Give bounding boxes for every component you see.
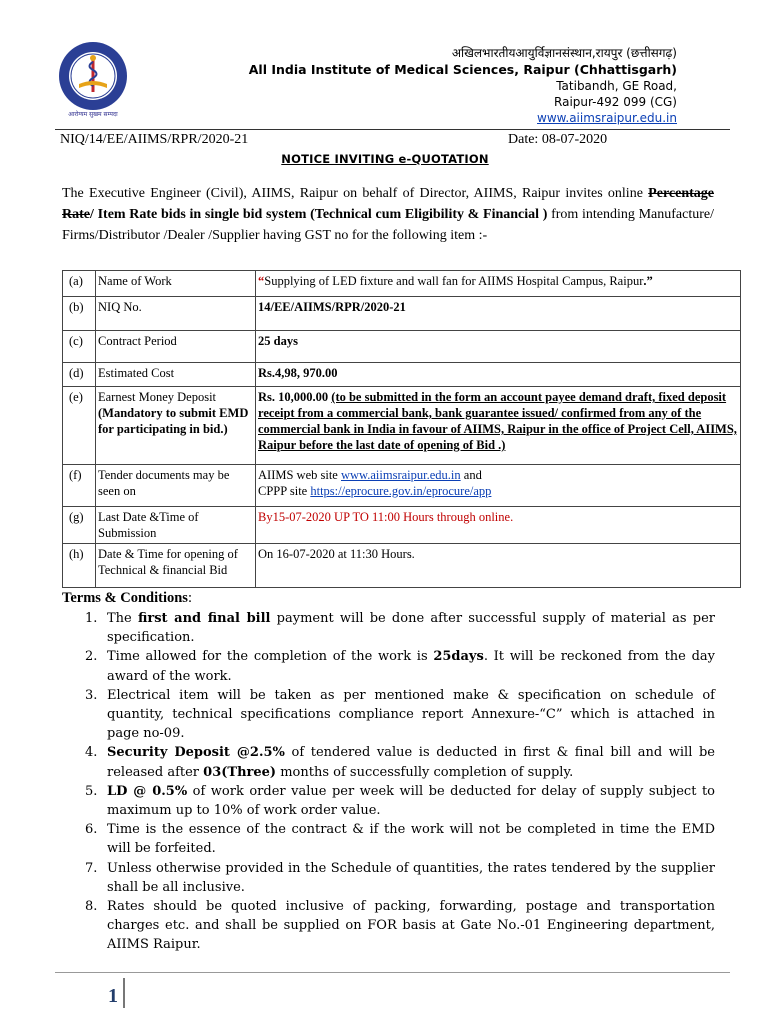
row-name: Name of Work	[96, 271, 256, 297]
item-bold: 25days	[433, 649, 484, 665]
aiims-site-text: AIIMS web site	[258, 468, 341, 482]
intro-text-1: The Executive Engineer (Civil), AIIMS, Raipur on behalf of Director, AIIMS, Raipur invites online	[62, 186, 649, 201]
table-row	[63, 331, 741, 363]
niq-number: NIQ/14/EE/AIIMS/RPR/2020-21	[60, 132, 249, 147]
row-label: (c)	[63, 331, 96, 363]
list-item	[85, 859, 715, 897]
item-number: 5.	[85, 783, 98, 799]
emd-amount: Rs. 10,000.00	[258, 390, 329, 404]
contract-period-value: 25 days	[258, 334, 298, 348]
row-value	[256, 507, 741, 544]
row-label: (g)	[63, 507, 96, 544]
notice-date: Date: 08-07-2020	[508, 132, 608, 147]
list-item	[85, 897, 715, 955]
row-value	[256, 363, 741, 387]
submission-deadline: By15-07-2020 UP TO 11:00 Hours through online.	[258, 510, 514, 524]
logo-motto: आरोग्यम सुखम सम्पदा	[68, 111, 118, 118]
table-row	[63, 544, 741, 588]
list-item	[85, 820, 715, 858]
item-text: payment will be done after successful supply of material as per specification.	[107, 611, 715, 646]
row-value	[256, 465, 741, 507]
intro-bold-text: / Item Rate bids in single bid system (Technical cum Eligibility & Financial )	[90, 207, 548, 222]
aiims-site-link[interactable]: www.aiimsraipur.edu.in	[340, 468, 461, 482]
address-line-1: Tatibandh, GE Road,	[556, 79, 677, 93]
item-number: 7.	[85, 860, 98, 876]
row-name	[96, 387, 256, 465]
item-text: months of successfully completion of supply.	[276, 764, 574, 780]
table-row	[63, 507, 741, 544]
intro-struck-text: Percentage Rate	[62, 186, 714, 222]
terms-heading-colon: :	[187, 590, 192, 606]
item-number: 4.	[85, 745, 98, 761]
website-link[interactable]: www.aiimsraipur.edu.in	[537, 111, 677, 125]
item-number: 2.	[85, 649, 98, 665]
list-item	[85, 782, 715, 820]
terms-list	[85, 609, 715, 955]
item-number: 3.	[85, 687, 98, 703]
cppp-site-text: CPPP site	[258, 484, 311, 498]
cppp-site-link[interactable]: https://eprocure.gov.in/eprocure/app	[310, 484, 492, 498]
footer-divider	[55, 972, 730, 973]
row-value	[256, 331, 741, 363]
quote-close: .”	[643, 274, 653, 288]
address-line-2: Raipur-492 099 (CG)	[554, 95, 677, 109]
item-text: Time is the essence of the contract & if the work will not be completed in time the EMD will be forfeited.	[107, 822, 715, 857]
table-row	[63, 297, 741, 331]
row-value	[256, 271, 741, 297]
notice-title: NOTICE INVITING e-QUOTATION	[281, 152, 489, 166]
emd-instructions: (to be submitted in the form an account payee demand draft, fixed deposit receipt from a commercial bank, bank guarantee issued/ confirmed from any of the commercial bank in India in favour of AIIMS, Raipur in the office of Project Cell, AIIMS, Raipur before the last date of opening of Bid .)	[258, 390, 737, 452]
row-label: (h)	[63, 544, 96, 588]
item-text: Time allowed for the completion of the work is	[107, 649, 434, 665]
item-number: 8.	[85, 899, 98, 915]
row-label: (e)	[63, 387, 96, 465]
row-name: Last Date &Time of Submission	[96, 507, 256, 544]
institute-name-hindi: अखिलभारतीयआयुर्विज्ञानसंस्थान,रायपुर (छत्तीसगढ़)	[451, 46, 677, 60]
list-item	[85, 609, 715, 647]
item-text: The	[107, 611, 138, 626]
opening-datetime: On 16-07-2020 at 11:30 Hours.	[258, 547, 415, 561]
table-row	[63, 363, 741, 387]
niq-value: 14/EE/AIIMS/RPR/2020-21	[258, 300, 406, 314]
item-bold: Security Deposit @2.5%	[107, 745, 285, 761]
list-item	[85, 647, 715, 685]
row-name: Estimated Cost	[96, 363, 256, 387]
item-bold: first and final bill	[137, 611, 271, 626]
header-divider	[55, 129, 730, 130]
item-bold: 03(Three)	[203, 764, 277, 780]
item-text: of tendered value is deducted in first & final bill and will be released after	[107, 745, 715, 780]
row-label: (f)	[63, 465, 96, 507]
estimated-cost-value: Rs.4,98, 970.00	[258, 366, 338, 380]
list-item	[85, 743, 715, 781]
tender-details-table	[62, 270, 741, 588]
item-text: . It will be reckoned from the day award of the work.	[107, 649, 715, 684]
quote-open: “	[258, 274, 265, 288]
emd-mandatory-note: (Mandatory to submit EMD for participating in bid.)	[98, 406, 249, 436]
aiims-logo	[57, 40, 129, 112]
intro-text-2: from intending Manufacture/ Firms/Distributor /Dealer /Supplier having GST no for the following item :-	[62, 207, 714, 243]
row-label: (a)	[63, 271, 96, 297]
terms-heading-text: Terms & Conditions	[62, 590, 188, 606]
row-name: Contract Period	[96, 331, 256, 363]
intro-paragraph	[62, 183, 714, 246]
page-number-bar	[123, 978, 125, 1008]
item-text: Rates should be quoted inclusive of packing, forwarding, postage and transportation charges etc. and shall be supplied on FOR basis at Gate No.-01 Engineering department, AIIMS Raipur.	[107, 899, 715, 953]
row-name: Tender documents may be seen on	[96, 465, 256, 507]
item-text: Electrical item will be taken as per mentioned make & specification on schedule of quantity, technical specifications compliance report Annexure-“C” which is attached in page no-09.	[107, 687, 715, 742]
row-label: (b)	[63, 297, 96, 331]
list-item	[85, 686, 715, 744]
item-number: 6.	[85, 822, 98, 838]
row-value	[256, 544, 741, 588]
emd-label: Earnest Money Deposit	[98, 390, 217, 404]
row-label: (d)	[63, 363, 96, 387]
row-value	[256, 297, 741, 331]
row-name: NIQ No.	[96, 297, 256, 331]
item-number: 1.	[85, 611, 98, 626]
work-name: Supplying of LED fixture and wall fan for AIIMS Hospital Campus, Raipur	[264, 274, 644, 288]
table-row	[63, 387, 741, 465]
item-text: Unless otherwise provided in the Schedule of quantities, the rates tendered by the supplier shall be all inclusive.	[107, 860, 715, 895]
page-number: 1	[108, 985, 118, 1007]
institute-name: All India Institute of Medical Sciences, Raipur (Chhattisgarh)	[248, 62, 677, 77]
terms-heading	[62, 590, 192, 607]
table-row	[63, 465, 741, 507]
and-text: and	[460, 468, 482, 482]
table-row	[63, 271, 741, 297]
row-value	[256, 387, 741, 465]
item-text: of work order value per week will be deducted for delay of supply subject to maximum up to 10% of work order value.	[107, 783, 715, 819]
row-name: Date & Time for opening of Technical & financial Bid	[96, 544, 256, 588]
item-bold: LD @ 0.5%	[107, 783, 188, 799]
